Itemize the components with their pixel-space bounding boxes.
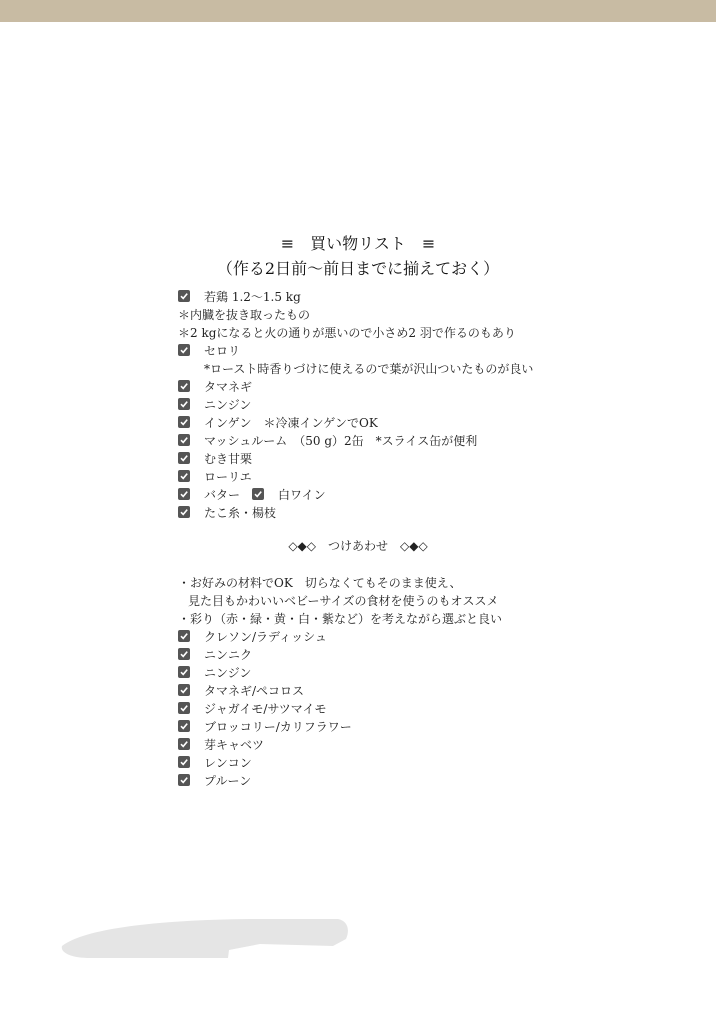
item-label: タマネギ (204, 379, 253, 394)
note-line: ・彩り（赤・緑・黄・白・紫など）を考えながら選ぶと良い (178, 611, 503, 626)
item-label: ジャガイモ/サツマイモ (204, 701, 327, 716)
item-label: 芽キャベツ (204, 737, 265, 752)
item-label: たこ糸・楊枝 (204, 505, 277, 520)
item-label: むき甘栗 (204, 451, 253, 466)
item-label: 白ワイン (278, 487, 326, 502)
knife-blade-icon (62, 919, 348, 958)
section-heading: ◇◆◇ つけあわせ ◇◆◇ (288, 539, 428, 553)
item-label: セロリ (204, 343, 241, 358)
item-label: ローリエ (204, 469, 252, 484)
note-line: ＊2 kgになると火の通りが悪いので小さめ2 羽で作るのもあり (178, 325, 516, 340)
note-line: ・お好みの材料でOK 切らなくてもそのまま使え、 (178, 575, 462, 590)
item-label: ニンジン (204, 397, 252, 412)
page-subtitle: （作る2日前〜前日までに揃えておく） (216, 259, 500, 278)
item-label: ブロッコリー/カリフラワー (204, 719, 352, 734)
item-label: クレソン/ラディッシュ (204, 629, 327, 644)
item-label: バター (204, 487, 241, 502)
item-label: 若鶏 1.2〜1.5 kg (204, 289, 301, 304)
note-line: *ロースト時香りづけに使えるので葉が沢山ついたものが良い (204, 361, 534, 376)
item-label: マッシュルーム （50 g）2缶 *スライス缶が便利 (204, 433, 478, 448)
page-title: ≡ 買い物リスト ≡ (280, 234, 436, 253)
item-label: ニンジン (204, 665, 252, 680)
item-label: プルーン (204, 773, 252, 788)
item-label: タマネギ/ペコロス (204, 683, 305, 698)
item-label: インゲン ＊冷凍インゲンでOK (204, 415, 378, 430)
item-label: レンコン (204, 755, 252, 770)
item-label: ニンニク (204, 647, 253, 662)
note-line: 見た目もかわいいベビーサイズの食材を使うのもオススメ (188, 593, 499, 608)
note-line: ＊内臓を抜き取ったもの (178, 307, 311, 322)
